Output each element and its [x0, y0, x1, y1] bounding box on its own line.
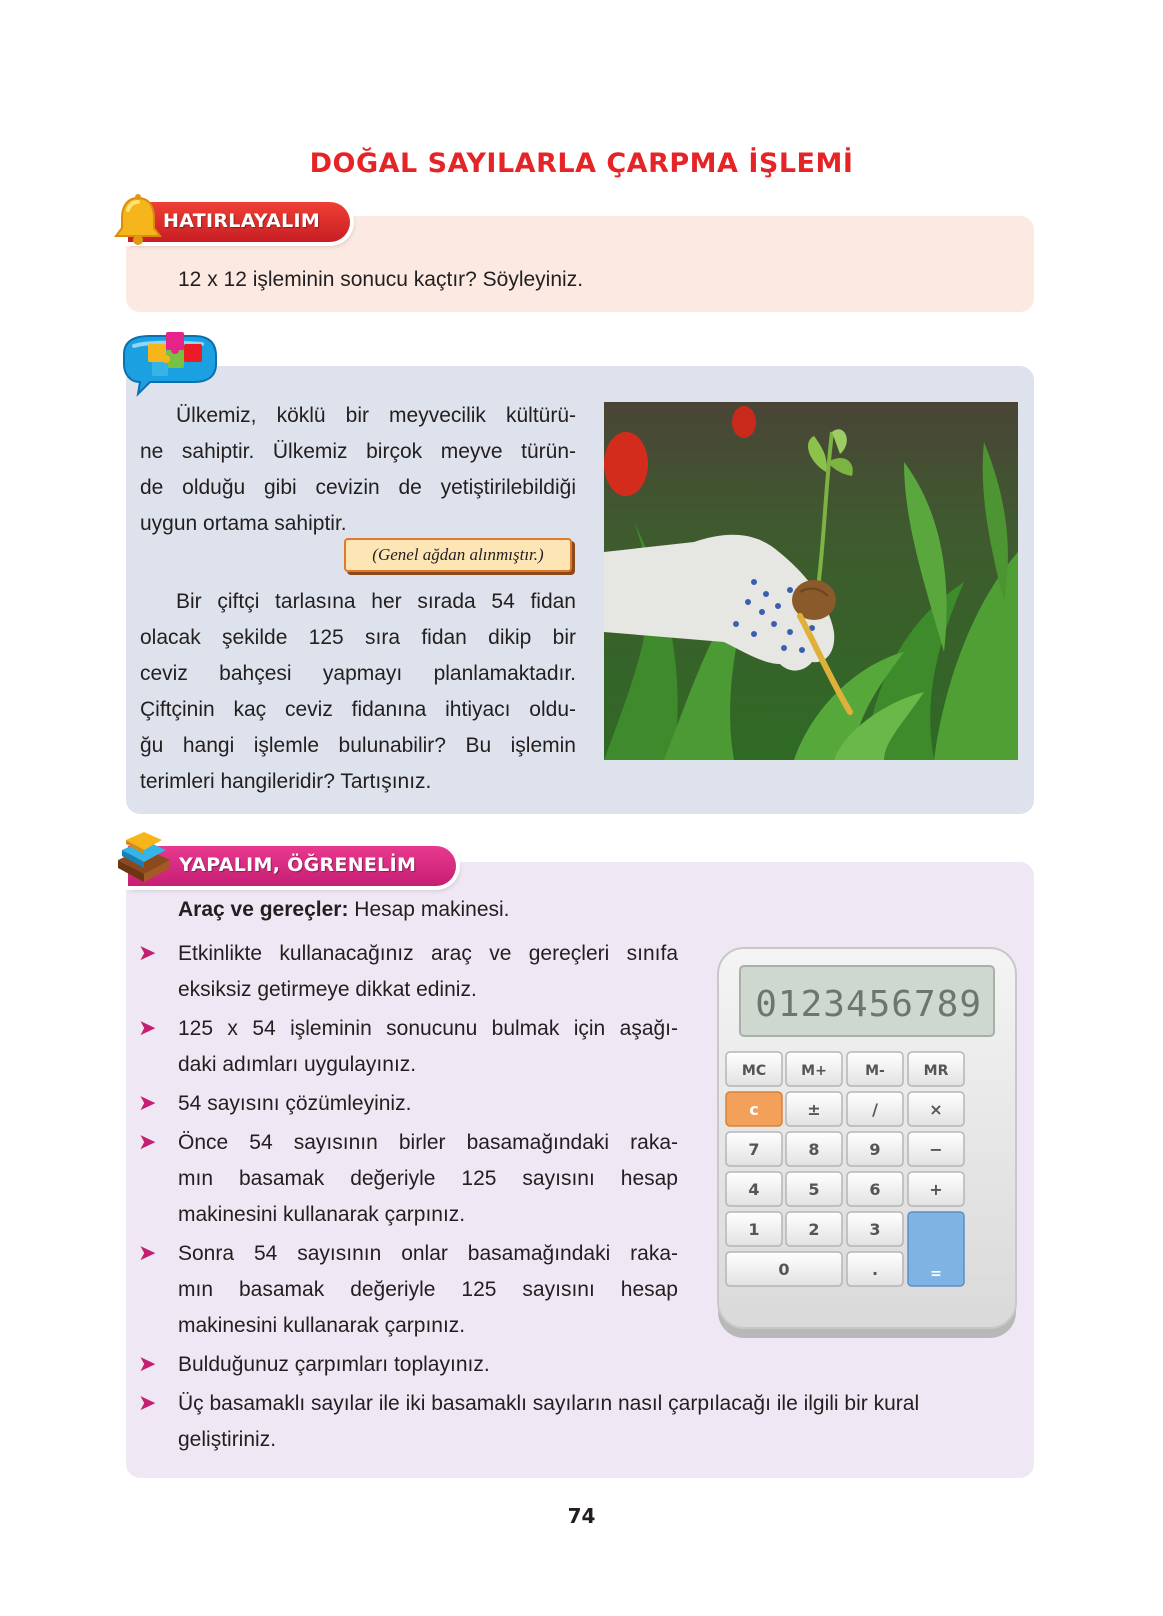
calculator-key-label: MC	[741, 1063, 767, 1079]
calculator-key-label: M-	[865, 1063, 885, 1079]
text-line: Üç basamaklı sayılar ile iki basamaklı sayıların nasıl çarpılacağı ile ilgili bir kural	[178, 1392, 920, 1415]
calculator-key-label: ±	[807, 1100, 821, 1119]
puzzle-speech-bubble-icon	[116, 324, 220, 400]
text-line: geliştiriniz.	[178, 1428, 277, 1451]
calculator-key-label: 2	[808, 1220, 820, 1239]
arrow-bullet-icon: ➤	[138, 1241, 157, 1266]
calculator-key-label: =	[930, 1266, 942, 1282]
story-paragraph-2	[140, 584, 576, 800]
display-digits: 0123456789	[755, 984, 982, 1025]
list-item	[138, 1236, 678, 1344]
text-line: eksiksiz getirmeye dikkat ediniz.	[178, 978, 477, 1001]
tools-value: Hesap makinesi.	[348, 898, 510, 921]
remember-tab-label: HATIRLAYALIM	[163, 210, 321, 232]
list-item	[138, 1125, 678, 1233]
text-line: olacak şekilde 125 sıra fidan dikip bir	[140, 626, 576, 649]
text-line: Bulduğunuz çarpımları toplayınız.	[178, 1353, 490, 1376]
text-line: ceviz bahçesi yapmayı planlamaktadır.	[140, 662, 576, 685]
arrow-bullet-icon: ➤	[138, 1130, 157, 1155]
calculator-key-label: 1	[748, 1220, 760, 1239]
calculator-key-label: 8	[808, 1140, 820, 1159]
text-line: Önce 54 sayısının birler basamağındaki raka-	[178, 1131, 678, 1154]
text-line: makinesini kullanarak çarpınız.	[178, 1203, 466, 1226]
remember-question: 12 x 12 işleminin sonucu kaçtır? Söyleyiniz.	[178, 268, 584, 291]
text-line: Ülkemiz, köklü bir meyvecilik kültürü-	[176, 404, 576, 427]
tools-line	[178, 898, 510, 922]
source-note: (Genel ağdan alınmıştır.)	[344, 538, 572, 572]
list-item	[138, 936, 678, 1008]
calculator-key-label: 7	[748, 1140, 760, 1159]
text-line: de olduğu gibi cevizin de yetiştirilebildiği	[140, 476, 576, 499]
text-line: Bir çiftçi tarlasına her sırada 54 fidan	[176, 590, 576, 613]
text-line: Sonra 54 sayısının onlar basamağındaki raka-	[178, 1242, 678, 1265]
calculator-key-label: 4	[748, 1180, 760, 1199]
calculator-key-label: −	[929, 1140, 943, 1159]
calculator-key-label: 3	[869, 1220, 881, 1239]
activity-tab	[128, 846, 456, 886]
list-item	[138, 1011, 678, 1083]
bell-icon	[112, 192, 164, 248]
walnut-seedling-photo	[604, 402, 1018, 760]
calculator-key-label: .	[871, 1260, 879, 1279]
arrow-bullet-icon: ➤	[138, 1016, 157, 1041]
text-line: 125 x 54 işleminin sonucunu bulmak için aşağı-	[178, 1017, 678, 1040]
books-icon	[114, 826, 174, 888]
text-line: mın basamak değeriyle 125 sayısını hesap	[178, 1167, 678, 1190]
calculator-illustration	[714, 944, 1020, 1344]
list-item	[138, 1386, 1078, 1458]
list-item	[138, 1347, 678, 1383]
calculator-key-label: 5	[808, 1180, 820, 1199]
story-paragraph-1	[140, 398, 576, 542]
calculator-key-label: MR	[923, 1063, 949, 1079]
calculator-key-label: c	[749, 1100, 759, 1119]
calculator-key-label: M+	[801, 1063, 827, 1079]
text-line: daki adımları uygulayınız.	[178, 1053, 417, 1076]
calculator-key-label: ×	[929, 1100, 943, 1119]
text-line: ne sahiptir. Ülkemiz birçok meyve türün-	[140, 440, 576, 463]
calculator-key-label: 0	[778, 1260, 790, 1279]
text-line: makinesini kullanarak çarpınız.	[178, 1314, 466, 1337]
text-line: Çiftçinin kaç ceviz fidanına ihtiyacı oldu-	[140, 698, 576, 721]
calculator-key-label: /	[872, 1100, 878, 1119]
calculator-key-label: +	[929, 1180, 943, 1199]
text-line: uygun ortama sahiptir.	[140, 512, 347, 535]
arrow-bullet-icon: ➤	[138, 941, 157, 966]
page-number: 74	[567, 1504, 596, 1528]
page-title: DOĞAL SAYILARLA ÇARPMA İŞLEMİ	[309, 148, 854, 179]
activity-tab-label: YAPALIM, ÖĞRENELİM	[179, 854, 417, 876]
arrow-bullet-icon: ➤	[138, 1091, 157, 1116]
text-line: terimleri hangileridir? Tartışınız.	[140, 770, 432, 793]
calculator-key-label: 9	[869, 1140, 881, 1159]
arrow-bullet-icon: ➤	[138, 1352, 157, 1377]
text-line: Etkinlikte kullanacağınız araç ve gereçleri sınıfa	[178, 942, 678, 965]
tools-label: Araç ve gereçler:	[178, 898, 349, 921]
list-item	[138, 1086, 678, 1122]
calculator-key-label: 6	[869, 1180, 881, 1199]
text-line: 54 sayısını çözümleyiniz.	[178, 1092, 412, 1115]
text-line: ğu hangi işlemle bulunabilir? Bu işlemin	[140, 734, 576, 757]
text-line: mın basamak değeriyle 125 sayısını hesap	[178, 1278, 678, 1301]
arrow-bullet-icon: ➤	[138, 1391, 157, 1416]
